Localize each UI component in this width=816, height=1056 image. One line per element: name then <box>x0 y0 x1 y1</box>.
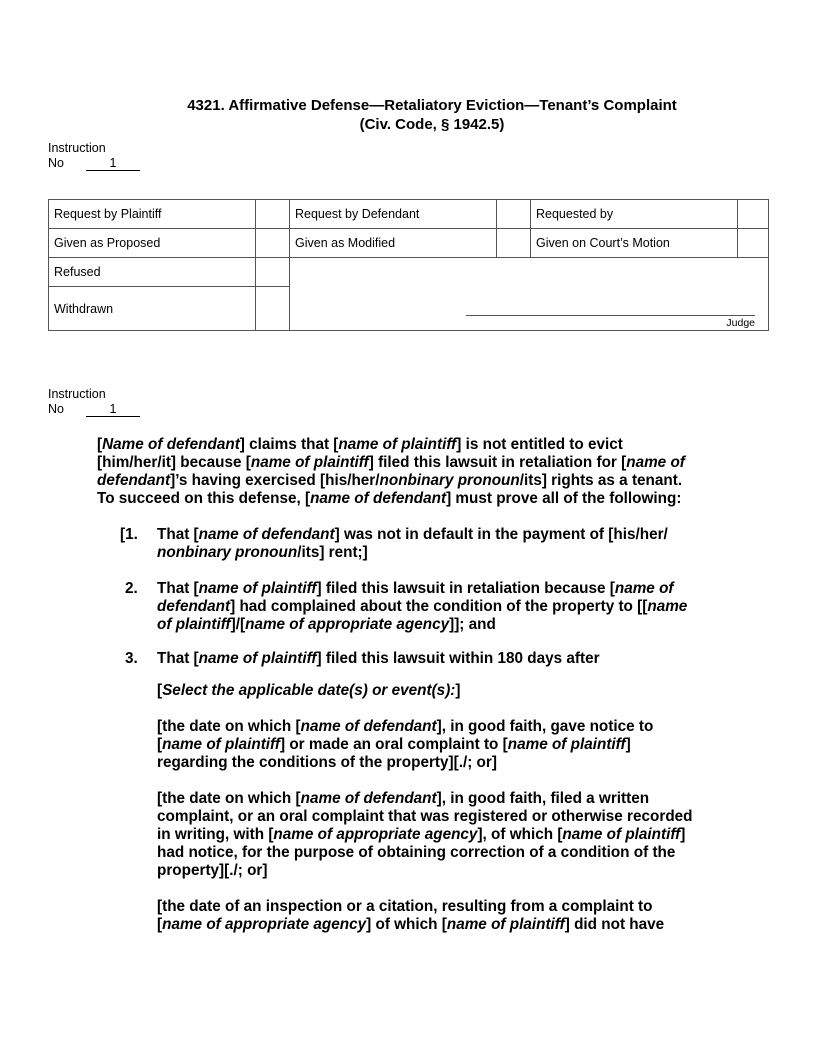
sub-paragraph-line <box>157 862 267 880</box>
placeholder-text: Select the applicable date(s) or event(s): <box>162 682 456 699</box>
sub-paragraph-line <box>157 790 649 808</box>
placeholder-text: name of plaintiff <box>446 916 565 933</box>
text-segment: ]’s having exercised [his/her/ <box>170 472 380 489</box>
request-by-plaintiff-label: Request by Plaintiff <box>49 200 256 229</box>
instruction-number-bottom <box>48 387 140 417</box>
text-segment: That [ <box>157 580 199 597</box>
placeholder-text: name of plaintiff <box>250 454 369 471</box>
requested-by-label: Requested by <box>531 200 738 229</box>
placeholder-text: name of plaintiff <box>562 826 681 843</box>
sub-paragraph-line <box>157 826 685 844</box>
placeholder-text: name of appropriate agency <box>273 826 478 843</box>
text-segment: ], in good faith, gave notice to <box>436 718 654 735</box>
sub-paragraph-line <box>157 754 497 772</box>
sub-paragraph-line <box>157 844 675 862</box>
sub-paragraph-line <box>157 682 461 700</box>
placeholder-text: nonbinary pronoun <box>379 472 520 489</box>
intro-line <box>97 490 681 508</box>
text-segment: ] did not have <box>564 916 665 933</box>
no-label: No <box>48 402 64 416</box>
text-segment: ] claims that [ <box>239 436 339 453</box>
text-segment: had notice, for the purpose of obtaining correction of a condition of the <box>157 844 676 861</box>
text-segment: [ <box>97 436 103 453</box>
list-item-number: 2. <box>125 580 138 597</box>
title-line-2: (Civ. Code, § 1942.5) <box>359 116 505 133</box>
sub-paragraph-line <box>157 736 631 754</box>
placeholder-text: name of plaintiff <box>507 736 626 753</box>
instruction-disposition-table <box>48 199 769 331</box>
text-segment: /its] rent;] <box>297 544 368 561</box>
withdrawn-label: Withdrawn <box>49 287 256 331</box>
text-segment: property][./; or] <box>157 862 268 879</box>
text-segment: ] is not entitled to evict <box>456 436 623 453</box>
given-on-courts-motion-checkbox[interactable] <box>738 229 769 258</box>
placeholder-text: name of defendant <box>300 718 437 735</box>
text-segment: [the date on which [ <box>157 718 301 735</box>
instruction-number-top <box>48 141 140 171</box>
text-segment: That [ <box>157 650 199 667</box>
text-segment: To succeed on this defense, [ <box>97 490 311 507</box>
placeholder-text: name of plaintiff <box>162 736 280 753</box>
judge-label: Judge <box>726 317 755 329</box>
list-item-number: 3. <box>125 650 138 667</box>
placeholder-text: Name of defendant <box>102 436 240 453</box>
requested-by-checkbox[interactable] <box>738 200 769 229</box>
text-segment: regarding the conditions of the property][./; or] <box>157 754 497 771</box>
sub-paragraph-line <box>157 916 664 934</box>
text-segment: [him/her/it] because [ <box>97 454 251 471</box>
text-segment: ] must prove all of the following: <box>446 490 682 507</box>
placeholder-text: name of plaintiff <box>198 650 317 667</box>
text-segment: ] <box>625 736 631 753</box>
instruction-label: Instruction <box>48 141 106 155</box>
placeholder-text: name of <box>614 580 674 597</box>
list-item-line <box>157 526 668 544</box>
sub-paragraph-line <box>157 718 653 736</box>
placeholder-text: name of appropriate agency <box>245 616 450 633</box>
text-segment: [ <box>157 916 163 933</box>
list-item-line <box>157 580 674 598</box>
placeholder-text: name of appropriate agency <box>162 916 367 933</box>
placeholder-text: name of defendant <box>198 526 335 543</box>
instruction-number: 1 <box>86 157 140 171</box>
text-segment: ] was not in default in the payment of [his/her/ <box>334 526 668 543</box>
placeholder-text: name of defendant <box>300 790 437 807</box>
text-segment: ] <box>455 682 461 699</box>
list-item-line <box>157 650 600 668</box>
text-segment: ] or made an oral complaint to [ <box>279 736 508 753</box>
list-item-line <box>157 616 496 634</box>
text-segment: [ <box>157 736 163 753</box>
text-segment: ] filed this lawsuit in retaliation for [ <box>368 454 627 471</box>
text-segment: ] filed this lawsuit in retaliation because [ <box>316 580 615 597</box>
text-segment: ], in good faith, filed a written <box>436 790 650 807</box>
refused-label: Refused <box>49 258 256 287</box>
no-label: No <box>48 156 64 170</box>
list-item-number: [1. <box>120 526 138 543</box>
given-as-proposed-checkbox[interactable] <box>256 229 290 258</box>
intro-line <box>97 472 682 490</box>
text-segment: That [ <box>157 526 199 543</box>
text-segment: ], of which [ <box>477 826 563 843</box>
text-segment: [ <box>157 682 163 699</box>
intro-line <box>97 436 623 454</box>
instruction-label: Instruction <box>48 387 106 401</box>
instruction-number: 1 <box>86 403 140 417</box>
text-segment: [the date of an inspection or a citation, resulting from a complaint to <box>157 898 653 915</box>
title-line-1: 4321. Affirmative Defense—Retaliatory Eviction—Tenant’s Complaint <box>187 97 677 114</box>
judge-signature-line[interactable] <box>466 315 755 316</box>
placeholder-text: name of plaintiff <box>338 436 457 453</box>
request-by-defendant-label: Request by Defendant <box>290 200 497 229</box>
text-segment: in writing, with [ <box>157 826 274 843</box>
text-segment: [the date on which [ <box>157 790 301 807</box>
given-as-proposed-label: Given as Proposed <box>49 229 256 258</box>
given-on-courts-motion-label: Given on Court’s Motion <box>531 229 738 258</box>
request-by-defendant-checkbox[interactable] <box>497 200 531 229</box>
list-item-line <box>157 598 687 616</box>
placeholder-text: nonbinary pronoun <box>157 544 298 561</box>
withdrawn-checkbox[interactable] <box>256 287 290 331</box>
given-as-modified-checkbox[interactable] <box>497 229 531 258</box>
request-by-plaintiff-checkbox[interactable] <box>256 200 290 229</box>
text-segment: /its] rights as a tenant. <box>519 472 683 489</box>
placeholder-text: name of <box>626 454 685 471</box>
intro-line <box>97 454 685 472</box>
refused-checkbox[interactable] <box>256 258 290 287</box>
text-segment: ] had complained about the condition of the property to [[ <box>230 598 648 615</box>
placeholder-text: defendant <box>97 472 171 489</box>
given-as-modified-label: Given as Modified <box>290 229 497 258</box>
text-segment: ]]; and <box>449 616 496 633</box>
text-segment: ] <box>680 826 686 843</box>
text-segment: ] filed this lawsuit within 180 days after <box>316 650 600 667</box>
placeholder-text: of plaintiff <box>157 616 231 633</box>
text-segment: ]/[ <box>230 616 246 633</box>
placeholder-text: name of defendant <box>310 490 447 507</box>
judge-signature-area <box>290 258 769 331</box>
list-item-line <box>157 544 368 562</box>
sub-paragraph-line <box>157 898 653 916</box>
placeholder-text: defendant <box>157 598 231 615</box>
placeholder-text: name of plaintiff <box>198 580 317 597</box>
placeholder-text: name <box>647 598 688 615</box>
text-segment: complaint, or an oral complaint that was registered or otherwise recorded <box>157 808 693 825</box>
sub-paragraph-line <box>157 808 693 826</box>
text-segment: ] of which [ <box>366 916 447 933</box>
